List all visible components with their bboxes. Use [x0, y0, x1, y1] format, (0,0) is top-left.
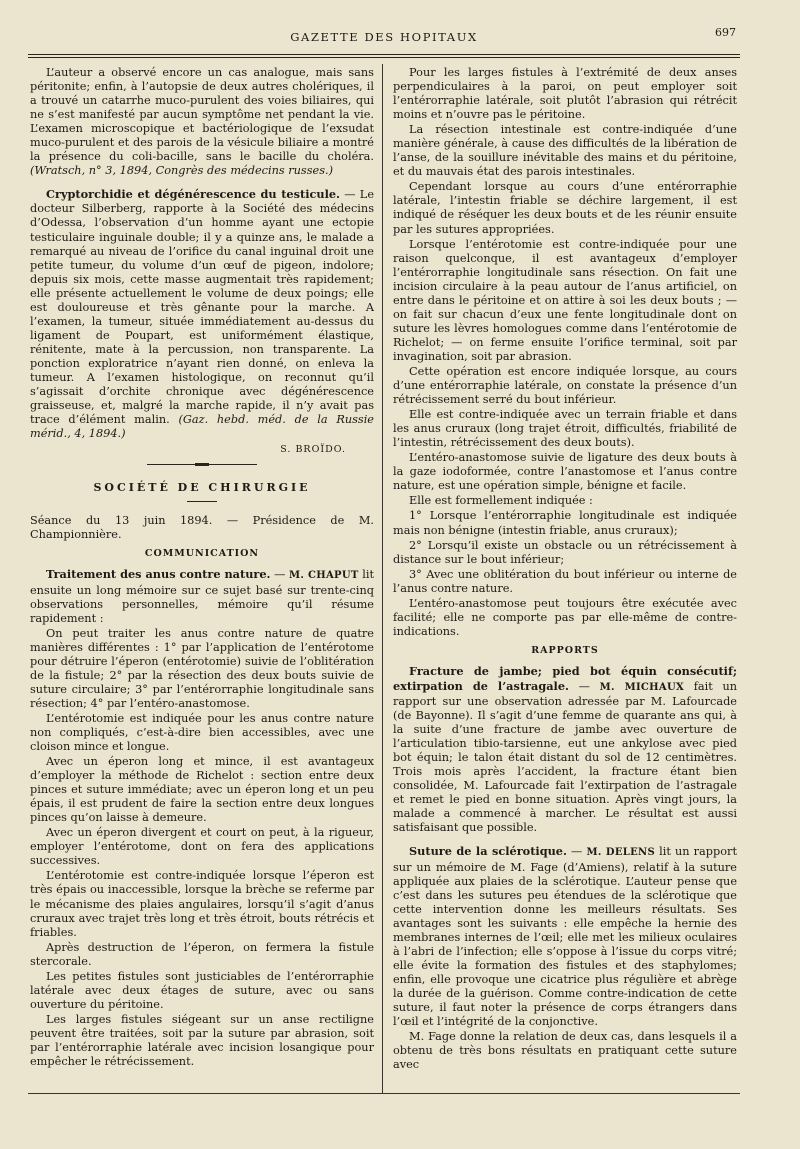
- paragraph: 2° Lorsqu’il existe un obstacle ou un rétrécissement à distance sur le bout inférieur;: [393, 538, 737, 566]
- paragraph: Elle est contre-indiquée avec un terrain friable et dans les anus cruraux (long trajet étroit, difficultés, friabilité de l’intestin, rétrécissement des deux bouts).: [393, 408, 737, 450]
- left-column: [30, 66, 374, 1070]
- journal-title: GAZETTE DES HOPITAUX: [290, 30, 478, 44]
- article-title: Cryptorchidie et dégénérescence du testicule.: [46, 187, 340, 202]
- paragraph: Les larges fistules siégeant sur un anse rectiligne peuvent être traitées, soit par la suture par abrasion, soit par l’entérorraphie latérale avec incision losangique pour empêcher le rétrécissement.: [30, 1012, 374, 1069]
- seance-line: Séance du 13 juin 1894. — Présidence de M. Championnière.: [30, 514, 374, 542]
- author-name: M. CHAPUT: [289, 570, 359, 582]
- divider: [187, 501, 217, 502]
- author-name: M. MICHAUX: [599, 681, 685, 693]
- section-title: SOCIÉTÉ DE CHIRURGIE: [93, 481, 311, 495]
- header-rule: [28, 54, 740, 58]
- author-name: M. DELENS: [586, 847, 656, 859]
- subsection-title: COMMUNICATION: [144, 548, 260, 560]
- paragraph: La résection intestinale est contre-indiquée d’une manière générale, à cause des difficultés de la libération de l’anse, de la souillure inévitable des mains et du péritoine, et du mauvais état des parois intestinales.: [393, 123, 737, 179]
- paragraph: Lorsque l’entérotomie est contre-indiquée pour une raison quelconque, il est avantageux d’employer l’entérorraphie longitudinale sans résection. On fait une incision circulaire à la peau autour de l’anus artificiel, on entre dans le péritoine et on attire à soi les deux bouts ; — on fait sur chacun d’eux une fente longitudinale dont on suture les lèvres homologues comme dans l’entérotomie de Richelot; — on ferme ensuite l’orifice terminal, soit par invagination, soit par abrasion.: [393, 237, 737, 363]
- page-number: 697: [715, 26, 736, 39]
- article-title: Fracture de jambe; pied bot équin consécutif; extirpation de l’astragale.: [393, 663, 737, 693]
- paragraph: Pour les larges fistules à l’extrémité de deux anses perpendiculaires à la paroi, on peut employer soit l’entérorraphie latérale, soit plutôt l’abrasion qui rétrécit moins et n’ouvre pas le péritoine.: [393, 66, 737, 122]
- paragraph: Elle est formellement indiquée :: [409, 494, 593, 508]
- article-fracture: Fracture de jambe; pied bot équin consécutif; extirpation de l’astragale. — M. MICHAUX fait un rapport sur une observation adressée par M. Lafourcade (de Bayonne). Il s’agit d’une femme de quarante ans qui, à la suite d’une fracture de jambe avec ouverture de l’articulation tibio-tarsienne, eut une ankylose avec pied bot équin; le talon était distant du sol de 12 centimètres. Trois mois après l’accident, la fracture étant bien consolidée, M. Lafourcade fait l’extirpation de l’astragale et remet le pied en bonne situation. Après vingt jours, la malade a commencé à marcher. Le résultat est aussi satisfaisant que possible.: [393, 663, 738, 835]
- ornament-divider: [147, 463, 257, 467]
- signature: S. BROÏDO.: [280, 444, 346, 456]
- paragraph: L’entérotomie est contre-indiquée lorsque l’éperon est très épais ou inaccessible, lorsque la brèche se referme par le mécanisme des plaies angulaires, lorsqu’il s’agit d’anus cruraux avec trajet très long et très étroit, bouts rétrécis et friables.: [30, 869, 374, 939]
- paragraph: 1° Lorsque l’entérorraphie longitudinale est indiquée mais non bénigne (intestin friable, anus cruraux);: [393, 509, 737, 537]
- paragraph: On peut traiter les anus contre nature de quatre manières différentes : 1° par l’application de l’entérotome pour détruire l’éperon (entérotomie) suivie de l’oblitération de la fistule; 2° par la résection des deux bouts suivie de suture circulaire; 3° par l’entérorraphie longitudinale sans résection; 4° par l’entéro-anastomose.: [30, 626, 374, 710]
- subsection-title: RAPPORTS: [531, 644, 599, 656]
- article-title: Suture de la sclérotique.: [409, 844, 567, 859]
- right-column: [393, 66, 737, 1073]
- paragraph: L’entéro-anastomose peut toujours être exécutée avec facilité; elle ne comporte pas par elle-même de contre-indications.: [393, 596, 737, 638]
- paragraph: Les petites fistules sont justiciables de l’entérorraphie latérale avec deux étages de suture, avec ou sans ouverture du péritoine.: [30, 969, 374, 1011]
- article-cryptorchidie: Cryptorchidie et dégénérescence du testicule. — Le docteur Silberberg, rapporte à la Société des médecins d’Odessa, l’observation d’un homme ayant une ectopie testiculaire inguinale double; il y a quinze ans, le malade a remarqué au niveau de l’orifice du canal inguinal droit une petite tumeur, du volume d’un œuf de pigeon, indolore; depuis six mois, cette masse augmentait très rapidement; elle présente actuellement le volume de deux poings; elle est douloureuse et très gênante pour la marche. A l’examen, la tumeur, située immédiatement au-dessus du ligament de Poupart, est uniformément élastique, rénitente, mate à la percussion, non transparente. La ponction exploratrice n’ayant rien donné, on enleva la tumeur. A l’examen histologique, on reconnut qu’il s’agissait d’orchite chronique avec dégénérescence graisseuse, et, malgré la marche rapide, il n’y avait pas trace d’élément malin. (Gaz. hebd. méd. de la Russie mérid., 4, 1894.): [30, 187, 374, 441]
- paragraph: Cette opération est encore indiquée lorsque, au cours d’une entérorraphie latérale, on constate la présence d’un rétrécissement serré du bout inférieur.: [393, 364, 737, 407]
- paragraph: 3° Avec une oblitération du bout inférieur ou interne de l’anus contre nature.: [393, 567, 737, 595]
- article-sclerotique: Suture de la sclérotique. — M. DELENS lit un rapport sur un mémoire de M. Fage (d’Amiens), relatif à la suture appliquée aux plaies de la sclérotique. L’auteur pense que c’est dans les sutures peu étendues de la sclérotique que cette intervention donne les meilleurs résultats. Ses avantages sont les suivants : elle empêche la hernie des membranes internes de l’œil; elle met les milieux oculaires à l’abri de l’infection; elle s’oppose à l’issue du corps vitré; elle évite la formation des fistules et des staphylomes; enfin, elle provoque une cicatrice plus régulière et abrège la durée de la guérison. Comme contre-indication de cette suture, il faut noter la présence de corps étrangers dans l’œil et l’intégrité de la conjonctive.: [393, 844, 737, 1029]
- paragraph: L’entéro-anastomose suivie de ligature des deux bouts à la gaze iodoformée, contre l’anastomose et l’anus contre nature, est une opération simple, bénigne et facile.: [393, 451, 737, 493]
- column-divider: [382, 64, 383, 1094]
- paragraph: Après destruction de l’éperon, on fermera la fistule stercorale.: [30, 940, 374, 968]
- paragraph: Avec un éperon long et mince, il est avantageux d’employer la méthode de Richelot : section entre deux pinces et suture immédiate; avec un éperon long et un peu épais, il est prudent de faire la section entre deux longues pinces qu’on laisse à demeure.: [30, 755, 374, 825]
- paragraph: Avec un éperon divergent et court on peut, à la rigueur, employer l’entérotome, dont on fera des applications successives.: [30, 826, 374, 868]
- bottom-rule: [28, 1093, 740, 1094]
- paragraph: L’auteur a observé encore un cas analogue, mais sans péritonite; enfin, à l’autopsie de deux autres cholériques, il a trouvé un catarrhe muco-purulent des voies biliaires, qui ne s’est manifesté par aucun symptôme net pendant la vie. L’examen microscopique et bactériologique de l’exsudat muco-purulent et des parois de la vésicule biliaire a montré la présence du coli-bacille, sans le bacille du choléra. (Wratsch, n° 3, 1894, Congrès des médecins russes.): [30, 66, 374, 178]
- paragraph: Cependant lorsque au cours d’une entérorraphie latérale, l’intestin friable se déchire largement, il est indiqué de réséquer les deux bouts et de les réunir ensuite par les sutures appropriées.: [393, 180, 737, 236]
- paragraph: M. Fage donne la relation de deux cas, dans lesquels il a obtenu de très bons résultats en pratiquant cette suture avec: [393, 1030, 737, 1072]
- article-anus: Traitement des anus contre nature. — M. CHAPUT lit ensuite un long mémoire sur ce sujet basé sur trente-cinq observations personnelles, mémoire qu’il résume rapidement :: [30, 567, 374, 625]
- page-header: [28, 26, 740, 48]
- paragraph: L’entérotomie est indiquée pour les anus contre nature non compliqués, c’est-à-dire bien accessibles, avec une cloison mince et longue.: [30, 711, 374, 754]
- article-title: Traitement des anus contre nature.: [46, 567, 271, 582]
